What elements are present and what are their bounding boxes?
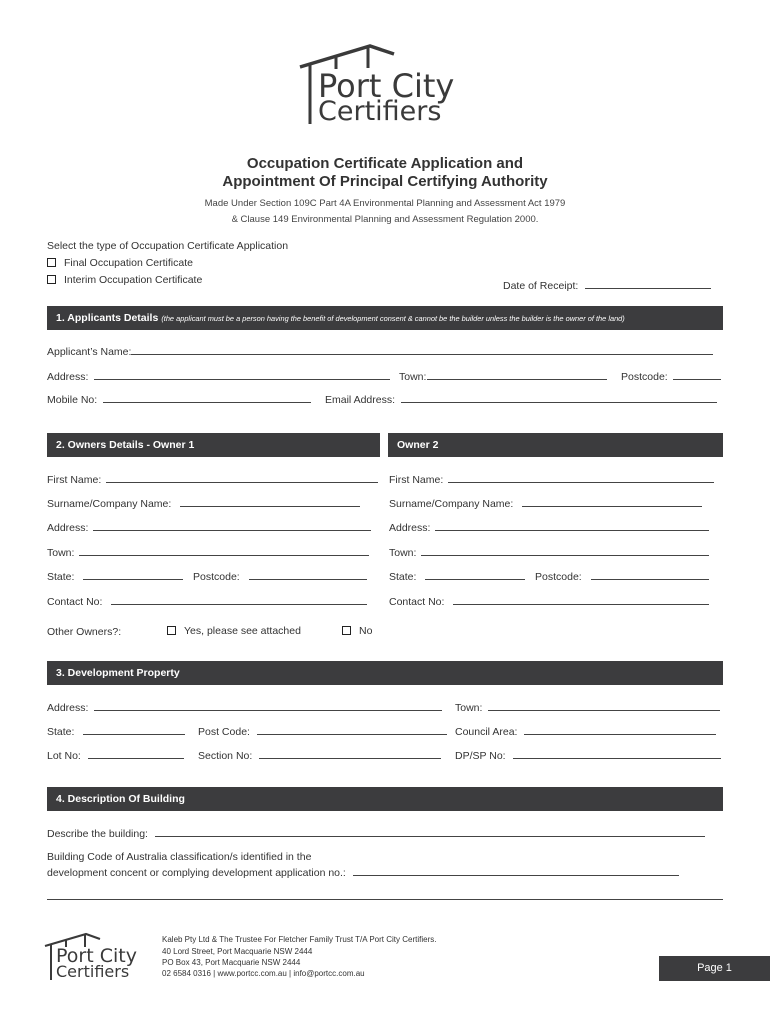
owner2-first-name-line[interactable] [448,473,714,483]
form-title-line1: Occupation Certificate Application and [246,155,524,172]
owner1-contact-field[interactable] [47,595,367,608]
owner1-address-field[interactable] [47,521,371,534]
logo-text-certifiers: Certifiers [318,96,442,127]
owner2-town-label: Town: [389,547,417,559]
property-council-field[interactable] [455,725,716,738]
applicant-name-field[interactable] [47,345,713,358]
owner1-town-line[interactable] [79,546,369,556]
owner1-address-label: Address: [47,522,89,534]
owner2-town-field[interactable] [389,546,709,559]
property-state-line[interactable] [83,725,185,735]
applicant-town-label: Town: [399,371,427,383]
property-town-line[interactable] [488,701,720,711]
other-owners-no-label: No [359,625,373,637]
section-applicants-header [47,306,723,330]
footer-street-address: 40 Lord Street, Port Macquarie NSW 2444 [162,947,313,956]
property-section-line[interactable] [259,749,441,759]
bca-label-line2: development concent or complying development application no.: [47,867,346,879]
property-section-label: Section No: [198,750,253,762]
owner1-postcode-field[interactable] [193,570,367,583]
date-of-receipt-field[interactable] [503,279,711,292]
interim-occupation-label: Interim Occupation Certificate [64,274,203,286]
property-council-line[interactable] [524,725,716,735]
section-applicants-title: 1. Applicants Details [56,312,159,324]
footer-logo-text-port-city: Port City [56,945,137,967]
owner2-address-field[interactable] [389,521,709,534]
section-building-title: 4. Description Of Building [56,793,185,805]
type-select-prompt: Select the type of Occupation Certificate Application [47,240,289,252]
footer-contact-line: 02 6584 0316 | www.portcc.com.au | info@portcc.com.au [162,969,365,978]
owner2-postcode-field[interactable] [535,570,709,583]
owner2-address-label: Address: [389,522,431,534]
option-final-occupation[interactable] [47,257,193,269]
owner1-town-field[interactable] [47,546,369,559]
section-development-title: 3. Development Property [56,667,180,679]
owner1-address-line[interactable] [93,521,371,531]
owner2-surname-field[interactable] [389,497,702,510]
property-dpsp-line[interactable] [513,749,721,759]
applicant-email-label: Email Address: [325,394,396,406]
logo-text-port-city: Port City [318,67,455,105]
section-applicants-note: (the applicant must be a person having the benefit of development consent & cannot be the builder unless the builder is the owner of the land) [161,314,625,323]
owner2-surname-line[interactable] [522,497,702,507]
property-state-label: State: [47,726,75,738]
date-of-receipt-line[interactable] [585,279,711,289]
owner2-contact-field[interactable] [389,595,709,608]
describe-building-label: Describe the building: [47,828,148,840]
property-town-field[interactable] [455,701,720,714]
property-town-label: Town: [455,702,483,714]
owner2-contact-line[interactable] [453,595,709,605]
applicant-email-line[interactable] [401,393,717,403]
owner1-first-name-field[interactable] [47,473,378,486]
other-owners-label: Other Owners?: [47,626,122,638]
owner2-contact-label: Contact No: [389,596,445,608]
applicant-mobile-label: Mobile No: [47,394,98,406]
section-development-header [47,661,723,685]
property-dpsp-field[interactable] [455,749,721,762]
owner1-first-name-label: First Name: [47,474,102,486]
property-section-field[interactable] [198,749,441,762]
owner1-state-label: State: [47,571,75,583]
owner2-state-line[interactable] [425,570,525,580]
interim-occupation-checkbox[interactable] [47,275,56,284]
other-owners-yes-option[interactable] [167,625,301,637]
applicant-address-field[interactable] [47,370,390,383]
section-building-header [47,787,723,811]
applicant-name-line[interactable] [131,345,713,355]
property-address-label: Address: [47,702,89,714]
owner2-first-name-field[interactable] [389,473,714,486]
property-lot-line[interactable] [88,749,184,759]
form-title-line2: Appointment Of Principal Certifying Authority [222,173,548,190]
other-owners-no-option[interactable] [342,625,372,637]
section-owner1-header [47,433,380,457]
owner1-postcode-label: Postcode: [193,571,240,583]
owner1-surname-field[interactable] [47,497,360,510]
company-logo [298,42,473,132]
property-lot-label: Lot No: [47,750,81,762]
bca-classification-field[interactable] [47,866,679,879]
page-number-badge: Page 1 [659,956,770,981]
owner1-town-label: Town: [47,547,75,559]
form-subtitle-line2: & Clause 149 Environmental Planning and Assessment Regulation 2000. [231,214,539,225]
footer-logo [44,932,146,984]
owner2-town-line[interactable] [421,546,709,556]
other-owners-yes-checkbox[interactable] [167,626,176,635]
owner1-first-name-line[interactable] [106,473,378,483]
owner1-contact-line[interactable] [111,595,367,605]
option-interim-occupation[interactable] [47,274,202,286]
owner1-surname-line[interactable] [180,497,360,507]
section-owner1-title: 2. Owners Details - Owner 1 [56,439,195,451]
form-subtitle-line1: Made Under Section 109C Part 4A Environmental Planning and Assessment Act 1979 [204,198,566,209]
applicant-email-field[interactable] [325,393,717,406]
property-postcode-line[interactable] [257,725,447,735]
property-address-line[interactable] [94,701,442,711]
property-address-field[interactable] [47,701,442,714]
applicant-postcode-field[interactable] [621,370,721,383]
applicant-postcode-label: Postcode: [621,371,668,383]
applicant-postcode-line[interactable] [673,370,721,380]
footer-po-box: PO Box 43, Port Macquarie NSW 2444 [162,958,301,967]
bca-extra-line[interactable] [47,899,723,900]
final-occupation-label: Final Occupation Certificate [64,257,193,269]
owner2-postcode-line[interactable] [591,570,709,580]
owner1-state-line[interactable] [83,570,183,580]
owner1-postcode-line[interactable] [249,570,367,580]
bca-classification-line[interactable] [353,866,679,876]
date-of-receipt-label: Date of Receipt: [503,280,579,292]
applicant-name-label: Applicant’s Name: [47,346,132,358]
applicant-town-field[interactable] [399,370,607,383]
property-postcode-field[interactable] [198,725,447,738]
owner2-postcode-label: Postcode: [535,571,582,583]
bca-label-line1: Building Code of Australia classification/s identified in the [47,851,312,863]
applicant-mobile-line[interactable] [103,393,311,403]
final-occupation-checkbox[interactable] [47,258,56,267]
section-owner2-title: Owner 2 [397,439,439,451]
property-lot-field[interactable] [47,749,184,762]
owner2-state-label: State: [389,571,417,583]
describe-building-line[interactable] [155,827,705,837]
owner1-contact-label: Contact No: [47,596,103,608]
owner2-surname-label: Surname/Company Name: [389,498,514,510]
owner1-surname-label: Surname/Company Name: [47,498,172,510]
owner2-state-field[interactable] [389,570,525,583]
property-dpsp-label: DP/SP No: [455,750,506,762]
property-postcode-label: Post Code: [198,726,250,738]
applicant-address-line[interactable] [94,370,390,380]
applicant-town-line[interactable] [427,370,607,380]
other-owners-no-checkbox[interactable] [342,626,351,635]
owner2-first-name-label: First Name: [389,474,444,486]
other-owners-yes-label: Yes, please see attached [184,625,301,637]
footer-logo-text-certifiers: Certifiers [56,962,130,981]
applicant-mobile-field[interactable] [47,393,311,406]
footer-company-line: Kaleb Pty Ltd & The Trustee For Fletcher Family Trust T/A Port City Certifiers. [162,935,437,944]
applicant-address-label: Address: [47,371,89,383]
owner1-state-field[interactable] [47,570,183,583]
property-state-field[interactable] [47,725,185,738]
property-council-label: Council Area: [455,726,518,738]
owner2-address-line[interactable] [435,521,709,531]
describe-building-field[interactable] [47,827,705,840]
section-owner2-header [388,433,723,457]
